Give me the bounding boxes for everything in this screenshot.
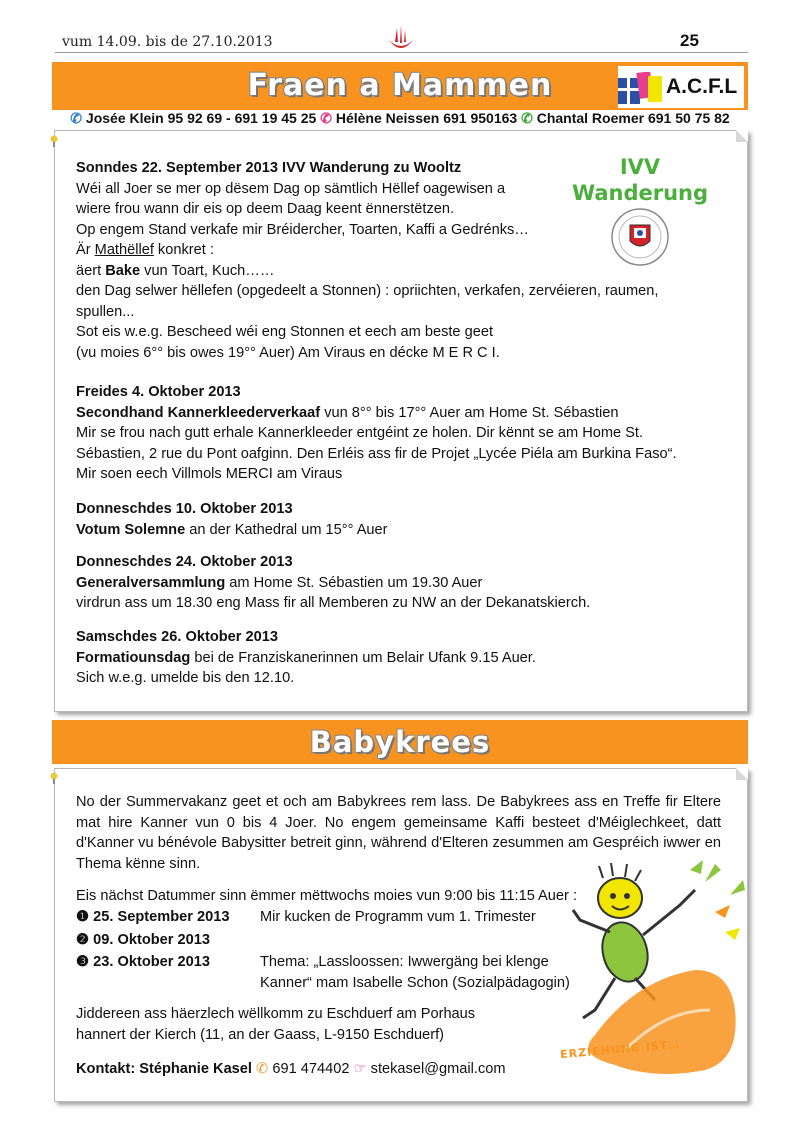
acfl-logo-text: A.C.F.L xyxy=(666,75,738,98)
event-text: Wéi all Joer se mer op dësem Dag op sämtlich Hëllef oagewisen a xyxy=(76,180,506,197)
event-donneschdes-2 xyxy=(76,552,590,614)
event-text: Votum Solemne an der Kathedral um 15°° Auer xyxy=(76,521,388,538)
event-text: wiere frou wann dir eis op deem Daag keent ënnerstëtzen. xyxy=(76,201,455,217)
event-text: Op engem Stand verkafe mir Bréidercher, Toarten, Kaffi a Gedrénks… xyxy=(76,221,529,238)
contact-3: Chantal Roemer 691 50 75 82 xyxy=(536,110,730,126)
contact-1: Josée Klein 95 92 69 - 691 19 45 25 xyxy=(85,110,317,126)
event-text: Generalversammlung am Home St. Sébastien um 19.30 Auer xyxy=(76,574,483,591)
event-text: virdrun ass um 18.30 eng Mass fir all Memberen zu NW an der Dekanatskierch. xyxy=(76,595,591,611)
underlined-word: Mathëllef xyxy=(94,242,154,258)
event-text: Sich w.e.g. umelde bis den 12.10. xyxy=(76,670,295,686)
event-donneschdes-1 xyxy=(76,499,388,540)
contact-line xyxy=(52,110,748,127)
pin-icon xyxy=(49,772,59,784)
date-item-1: ❶ 25. September 2013 xyxy=(76,909,230,925)
section-title: Fraen a Mammen xyxy=(247,68,553,103)
welcome-line-2: hannert der Kierch (11, an der Gaass, L-9150 Eschduerf) xyxy=(76,1027,445,1043)
event-text: Är Mathëllef konkret : xyxy=(76,242,214,258)
event-text: Formatiounsdag bei de Franziskanerinnen um Belair Ufank 9.15 Auer. xyxy=(76,649,536,666)
contact-label: Kontakt: Stéphanie Kasel xyxy=(76,1061,252,1077)
page-number: 25 xyxy=(680,31,699,50)
event-heading: Donneschdes 10. Oktober 2013 xyxy=(76,501,293,517)
church-logo-icon xyxy=(385,22,417,54)
contact-email[interactable]: stekasel@gmail.com xyxy=(370,1061,506,1077)
event-heading: Donneschdes 24. Oktober 2013 xyxy=(76,554,293,570)
event-heading: Freides 4. Oktober 2013 xyxy=(76,384,241,400)
phone-icon: ✆ xyxy=(256,1061,269,1077)
acfl-logo xyxy=(618,66,744,108)
babykrees-intro: No der Summervakanz geet et och am Babykrees rem lass. De Babykrees ass en Treffe fir Eltere mat hire Kanner vun 0 bis 4 Joer. No engem gemeinsame Kaffi besteet d'Méiglechkeet, datt d'Kanner vu bénévole Babysitter betreit ginn, während d'Elteren zesummen am Gespréich iwwer en Thema kënne sinn. xyxy=(76,794,721,872)
contact-phone: 691 474402 xyxy=(272,1061,350,1077)
welcome-line-1: Jiddereen ass häerzlech wëllkomm zu Eschduerf am Porhaus xyxy=(76,1006,476,1022)
event-text: Secondhand Kannerkleederverkaaf vun 8°° bis 17°° Auer am Home St. Sébastien xyxy=(76,404,619,421)
date-desc-1: Mir kucken de Programm vum 1. Trimester xyxy=(260,909,536,925)
event-text: Mir se frou nach gutt erhale Kannerkleeder entgéint ze holen. Dir kënnt se am Home St. xyxy=(76,425,644,441)
event-text: den Dag selwer hëllefen (opgedeelt a Stonnen) : opriichten, verkafen, zervéieren, raumen, xyxy=(76,283,659,299)
illustration-caption: ERZIEHUNG IST… xyxy=(559,1037,681,1062)
ivv-logo-line2: Wanderung xyxy=(571,181,709,205)
phone-icon: ✆ xyxy=(70,110,83,126)
section-title: Babykrees xyxy=(309,725,491,759)
header-rule xyxy=(55,52,748,53)
event-heading: Samschdes 26. Oktober 2013 xyxy=(76,629,278,645)
acfl-logo-icon xyxy=(618,72,664,108)
event-text: (vu moies 6°° bis owes 19°° Auer) Am Viraus en décke M E R C I. xyxy=(76,344,500,361)
event-sonndes xyxy=(76,158,658,363)
contact-row xyxy=(76,1059,506,1080)
event-text: Mir soen eech Villmols MERCI am Viraus xyxy=(76,466,343,482)
date-item-2: ❷ 09. Oktober 2013 xyxy=(76,932,210,948)
date-desc-3: Thema: „Lassloossen: Iwwergäng bei klenge xyxy=(260,954,549,970)
event-text: äert Bake vun Toart, Kuch…… xyxy=(76,262,275,279)
dates-intro: Eis nächst Datummer sinn ëmmer mëttwochs moies vun 9:00 bis 11:15 Auer : xyxy=(76,888,577,904)
phone-icon: ✆ xyxy=(320,110,332,126)
ivv-logo-line1: IVV xyxy=(619,155,661,179)
date-item-3: ❸ 23. Oktober 2013 xyxy=(76,954,210,970)
event-samschdes xyxy=(76,627,536,689)
page-fold xyxy=(736,768,748,780)
event-text: Sot eis w.e.g. Bescheed wéi eng Stonnen et eech am beste geet xyxy=(76,324,494,340)
event-heading: Sonndes 22. September 2013 IVV Wanderung zu Wooltz xyxy=(76,160,462,176)
section-banner-babykrees xyxy=(52,720,748,764)
mouse-icon: ☞ xyxy=(353,1061,367,1077)
page-fold xyxy=(736,130,748,142)
contact-2: Hélène Neissen 691 950163 xyxy=(335,110,518,126)
date-desc-3b: Kanner“ mam Isabelle Schon (Sozialpädagogin) xyxy=(260,975,570,991)
pin-icon xyxy=(49,135,59,147)
header-date-range: vum 14.09. bis de 27.10.2013 xyxy=(62,34,273,50)
event-text: spullen... xyxy=(76,303,135,320)
phone-icon: ✆ xyxy=(521,110,533,126)
event-text: Sébastien, 2 rue du Pont oafginn. Den Erléis ass fir de Projet „Lycée Piéla am Burkina Faso“. xyxy=(76,445,677,462)
event-freides xyxy=(76,382,677,485)
